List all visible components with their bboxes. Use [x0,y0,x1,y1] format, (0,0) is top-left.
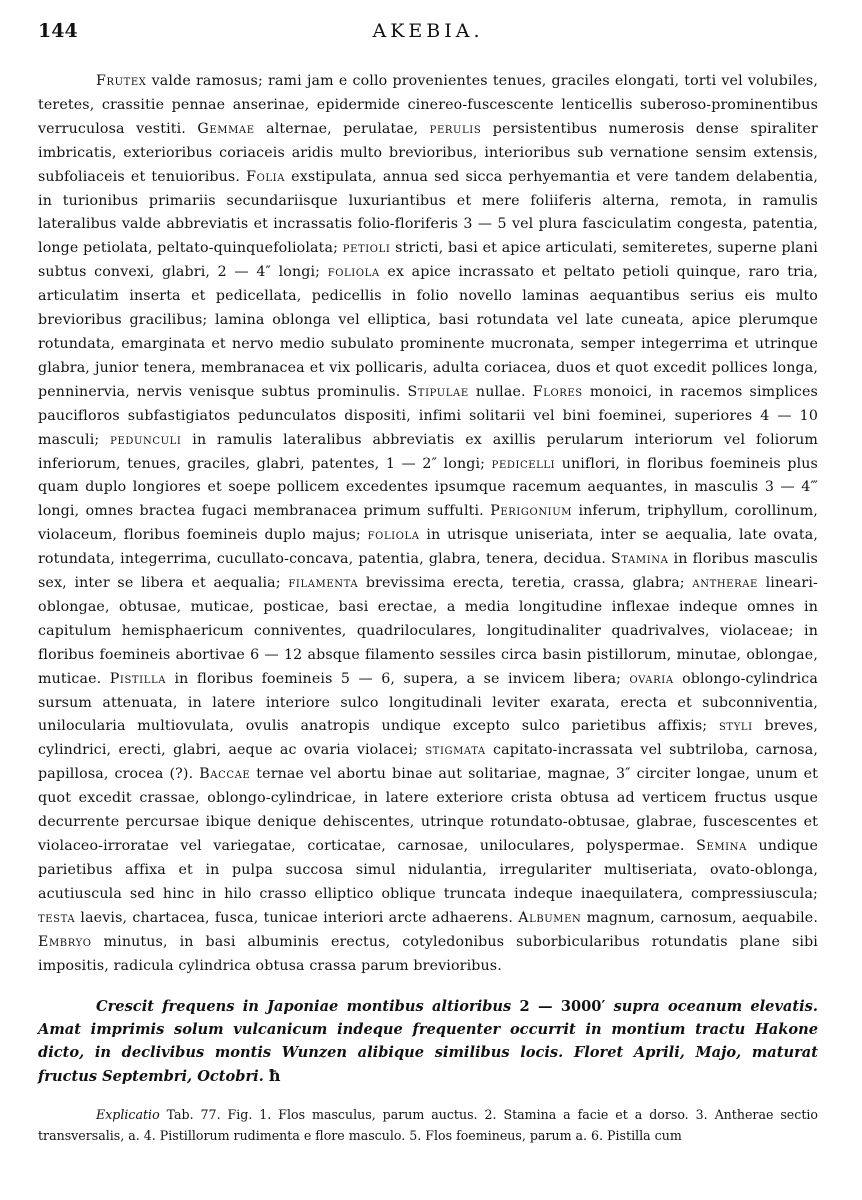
page-number: 144 [38,20,78,42]
term-pistilla: Pistilla [109,670,167,687]
habitat-paragraph: Crescit frequens in Japoniae montibus altioribus 2 — 3000′ supra oceanum elevatis. Amat imprimis solum vulcanicum indeque frequenter occurrit in montium tractu Hakone dicto, in declivibus montis Wunzen alibique similibus locis. Floret Aprili, Majo, maturat fructus Septembri, Octobri. ħ [38,998,818,1086]
term-stigmata: stigmata [425,742,486,759]
term-gemmae: Gemmae [197,120,255,137]
term-foliola: foliola [327,264,380,281]
term-perigonium: Perigonium [490,503,573,520]
altitude-range: 2 — 3000′ [519,998,606,1016]
term-embryo: Embryo [38,933,92,950]
term-antherae: antherae [692,575,758,592]
term-pedunculi: pedunculi [110,431,182,448]
term-pedicelli: pedicelli [491,455,556,472]
term-baccae: Baccae [199,766,251,783]
running-title: AKEBIA. [372,20,484,42]
page-header [38,14,818,44]
term-testa: testa [38,909,76,926]
term-petioli: petioli [342,240,391,257]
plate-explanation: Explicatio Tab. 77. Fig. 1. Flos masculus, parum auctus. 2. Stamina a facie et a dorso. 3. Antherae sectio transversalis, a. 4. Pistillorum rudimenta e flore masculo. 5. Flos foemineus, parum a. 6. Pistilla cum [38,1107,818,1144]
shrub-symbol-icon: ħ [268,1066,281,1086]
term-perulis: perulis [429,120,482,137]
term-filamenta: filamenta [288,575,359,592]
term-stamina: Stamina [611,551,669,568]
term-folia: Folia [246,168,286,185]
term-semina: Semina [696,838,747,854]
page [38,14,818,1159]
term-foliola-perigonii: foliola [367,527,420,544]
explicatio-label: Explicatio [96,1107,160,1123]
term-albumen: Albumen [518,909,582,926]
term-styli: styli [718,718,753,735]
term-frutex: Frutex [96,73,147,89]
term-ovaria: ovaria [629,670,674,687]
term-stipulae: Stipulae [407,383,469,400]
description-paragraph: Frutex valde ramosus; rami jam e collo provenientes tenues, graciles elongati, torti vel volubiles, teretes, crassitie pennae anserinae, epidermide cinereo-fuscescente lenticellis suberoso-prominentibus verruculosa vestiti. Gemmae alternae, perulatae, perulis persistentibus numerosis dense spiraliter imbricatis, exterioribus coriaceis aridis multo brevioribus, interioribus sub vernatione sensim extensis, subfoliaceis et tenuioribus. Folia exstipulata, annua sed sicca perhyemantia et vere tandem delabentia, in turionibus primariis secundariisque luxuriantibus et mere foliiferis alterna, remota, in ramulis lateralibus valde abbreviatis et incrassatis folio-floriferis 3 — 5 vel plura fasciculatim congesta, patentia, longe petiolata, peltato-quinquefoliolata; petioli stricti, basi et apice articulati, semiteretes, superne plani subtus convexi, glabri, 2 — 4″ longi; foliola ex apice incrassato et peltato petioli quinque, raro tria, articulatim inserta et pedicellata, pedicellis in folio novello laminas aequantibus serius eis multo brevioribus gracilibus; lamina oblonga vel elliptica, basi rotundata vel late cuneata, apice plerumque rotundata, emarginata et nervo medio subulato prominente mucronata, semper integerrima et utrinque glabra, junior tenera, membranacea et vix pollicaris, adulta coriacea, duos et quot excedit pollices longa, penninervia, nervis venisque subtus prominulis. Stipulae nullae. Flores monoici, in racemos simplices paucifloros subfastigiatos pedunculatos dispositi, infimi solitarii vel bini foeminei, superiores 4 — 10 masculi; pedunculi in ramulis lateralibus abbreviatis ex axillis perularum interiorum vel foliorum inferiorum, tenues, graciles, glabri, patentes, 1 — 2″ longi; pedicelli uniflori, in floribus foemineis plus quam duplo longiores et soepe pollicem excedentes ipsumque racemum aequantes, in masculis 3 — 4‴ longi, omnes bractea fugaci membranacea primum suffulti. Perigonium inferum, triphyllum, corollinum, violaceum, floribus foemineis duplo majus; foliola in utrisque uniseriata, inter se aequalia, late ovata, rotundata, integerrima, cucullato-concava, patentia, glabra, tenera, decidua. Stamina in floribus masculis sex, inter se libera et aequalia; filamenta brevissima erecta, teretia, crassa, glabra; antherae lineari-oblongae, obtusae, muticae, posticae, basi erectae, a media longitudine inflexae indeque omnes in capitulum hemisphaericum conniventes, quadriloculares, longitudinaliter quadrivalves, violaceae; in floribus foemineis abortivae 6 — 12 absque filamento sessiles circa basin pistillorum, minutae, oblongae, muticae. Pistilla in floribus foemineis 5 — 6, supera, a se invicem libera; ovaria oblongo-cylindrica sursum attenuata, in latere interiore sulco longitudinali leviter exarata, erecta et subconniventia, unilocularia multiovulata, ovulis anatropis undique excepto sulco parietibus affixis; styli breves, cylindrici, erecti, glabri, aeque ac ovaria violacei; stigmata capitato-incrassata vel subtriloba, carnosa, papillosa, crocea (?). Baccae ternae vel abortu binae aut solitariae, magnae, 3″ circiter longae, unum et quot excedit crassae, oblongo-cylindricae, in latere exteriore crista obtusa ad verticem fructus usque decurrente percursae ibique denique dehiscentes, utrinque rotundato-obtusae, glabrae, fuscescentes et violaceo-irroratae vel variegatae, corticatae, carnosae, uniloculares, polyspermae. Semina undique parietibus affixa et in pulpa succosa simul nidulantia, irregulariter multiseriata, ovato-oblonga, acutiuscula sed hinc in hilo crasso elliptico oblique truncata indeque inaequilatera, compressiuscula; testa laevis, chartacea, fusca, tunicae interiori arcte adhaerens. Albumen magnum, carnosum, aequabile. Embryo minutus, in basi albuminis erectus, cotyledonibus suborbicularibus rotundatis plane sibi impositis, radicula cylindrica obtusa crassa parum brevioribus. [38,73,819,974]
term-flores: Flores [532,383,583,400]
